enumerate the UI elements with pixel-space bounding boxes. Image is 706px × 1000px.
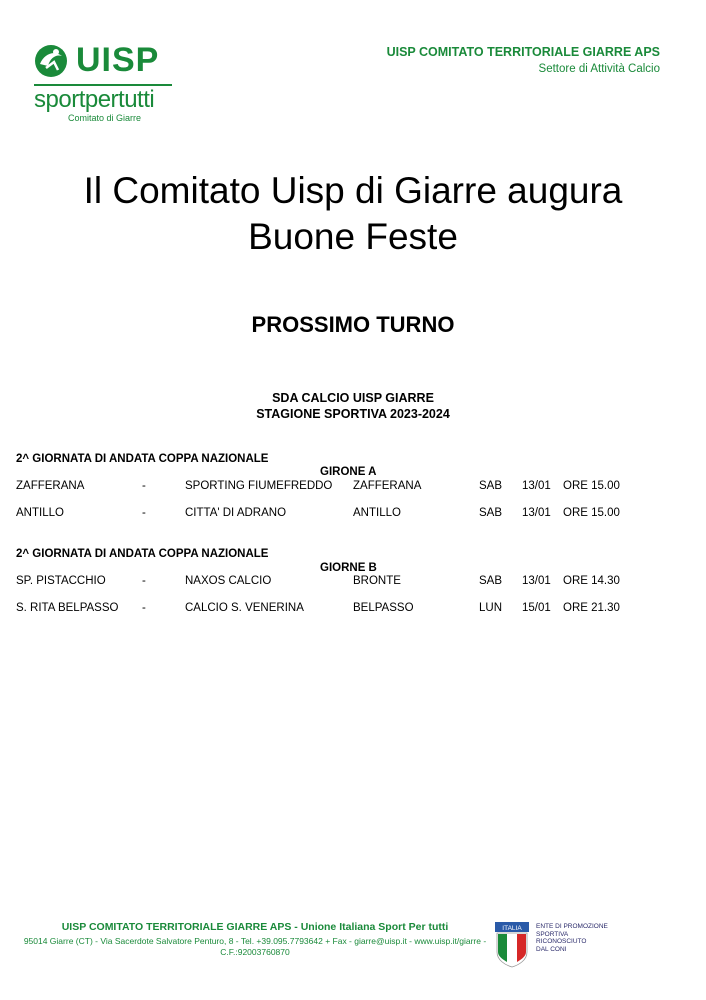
match-day: SAB <box>479 575 503 587</box>
match-venue: ANTILLO <box>353 507 401 519</box>
headline-line-2: Buone Feste <box>248 216 458 257</box>
match-date: 13/01 <box>522 507 551 519</box>
competition-season: STAGIONE SPORTIVA 2023-2024 <box>256 407 450 421</box>
coni-recognition <box>536 923 608 953</box>
logo-subtitle: Comitato di Giarre <box>68 113 142 123</box>
match-separator: - <box>142 480 146 492</box>
section-title: 2^ GIORNATA DI ANDATA COPPA NAZIONALE <box>16 548 269 560</box>
match-date: 15/01 <box>522 602 551 614</box>
competition-name: SDA CALCIO UISP GIARRE <box>272 391 434 405</box>
match-time: ORE 15.00 <box>563 480 620 492</box>
header-org-name: UISP COMITATO TERRITORIALE GIARRE APS <box>386 45 660 59</box>
match-venue: BRONTE <box>353 575 401 587</box>
away-team: NAXOS CALCIO <box>185 575 272 587</box>
footer-title: UISP COMITATO TERRITORIALE GIARRE APS - Unione Italiana Sport Per tutti <box>61 921 449 933</box>
away-team: SPORTING FIUMEFREDDO <box>185 480 333 492</box>
uisp-logo <box>32 40 177 126</box>
match-row <box>0 575 706 591</box>
match-date: 13/01 <box>522 575 551 587</box>
match-row <box>0 602 706 618</box>
section-title: 2^ GIORNATA DI ANDATA COPPA NAZIONALE <box>16 453 269 465</box>
away-team: CALCIO S. VENERINA <box>185 602 304 614</box>
group-title: GIRONE A <box>320 466 377 478</box>
uisp-runner-icon <box>32 42 70 80</box>
match-row <box>0 507 706 523</box>
home-team: SP. PISTACCHIO <box>16 575 106 587</box>
match-separator: - <box>142 575 146 587</box>
match-time: ORE 14.30 <box>563 575 620 587</box>
next-round-title: PROSSIMO TURNO <box>251 312 455 337</box>
match-row <box>0 480 706 496</box>
logo-tagline: sportpertutti <box>34 86 155 113</box>
match-day: SAB <box>479 480 503 492</box>
match-day: LUN <box>479 602 503 614</box>
match-time: ORE 15.00 <box>563 507 620 519</box>
match-separator: - <box>142 602 146 614</box>
coni-line: ENTE DI PROMOZIONE <box>536 923 608 930</box>
away-team: CITTA' DI ADRANO <box>185 507 287 519</box>
group-title: GIORNE B <box>320 562 377 574</box>
page-headline <box>0 168 706 260</box>
match-venue: BELPASSO <box>353 602 414 614</box>
header-sector: Settore di Attività Calcio <box>538 63 660 75</box>
home-team: S. RITA BELPASSO <box>16 602 119 614</box>
match-date: 13/01 <box>522 480 551 492</box>
footer-tax-code: C.F.:92003760870 <box>220 947 290 957</box>
home-team: ANTILLO <box>16 507 64 519</box>
headline-line-1: Il Comitato Uisp di Giarre augura <box>83 170 623 211</box>
coni-line: SPORTIVA <box>536 930 569 938</box>
competition-heading <box>0 390 706 422</box>
home-team: ZAFFERANA <box>16 480 85 492</box>
coni-shield-icon <box>495 922 529 968</box>
match-day: SAB <box>479 507 503 519</box>
coni-line: DAL CONI <box>536 945 567 953</box>
coni-label: ITALIA <box>502 925 522 932</box>
match-venue: ZAFFERANA <box>353 480 422 492</box>
match-separator: - <box>142 507 146 519</box>
coni-line: RICONOSCIUTO <box>536 938 587 945</box>
logo-brand: UISP <box>76 41 160 79</box>
footer-address: 95014 Giarre (CT) - Via Sacerdote Salvatore Penturo, 8 - Tel. +39.095.7793642 + Fax - giarre@uisp.it - www.uisp.it/giarre - <box>23 936 487 946</box>
match-time: ORE 21.30 <box>563 602 620 614</box>
